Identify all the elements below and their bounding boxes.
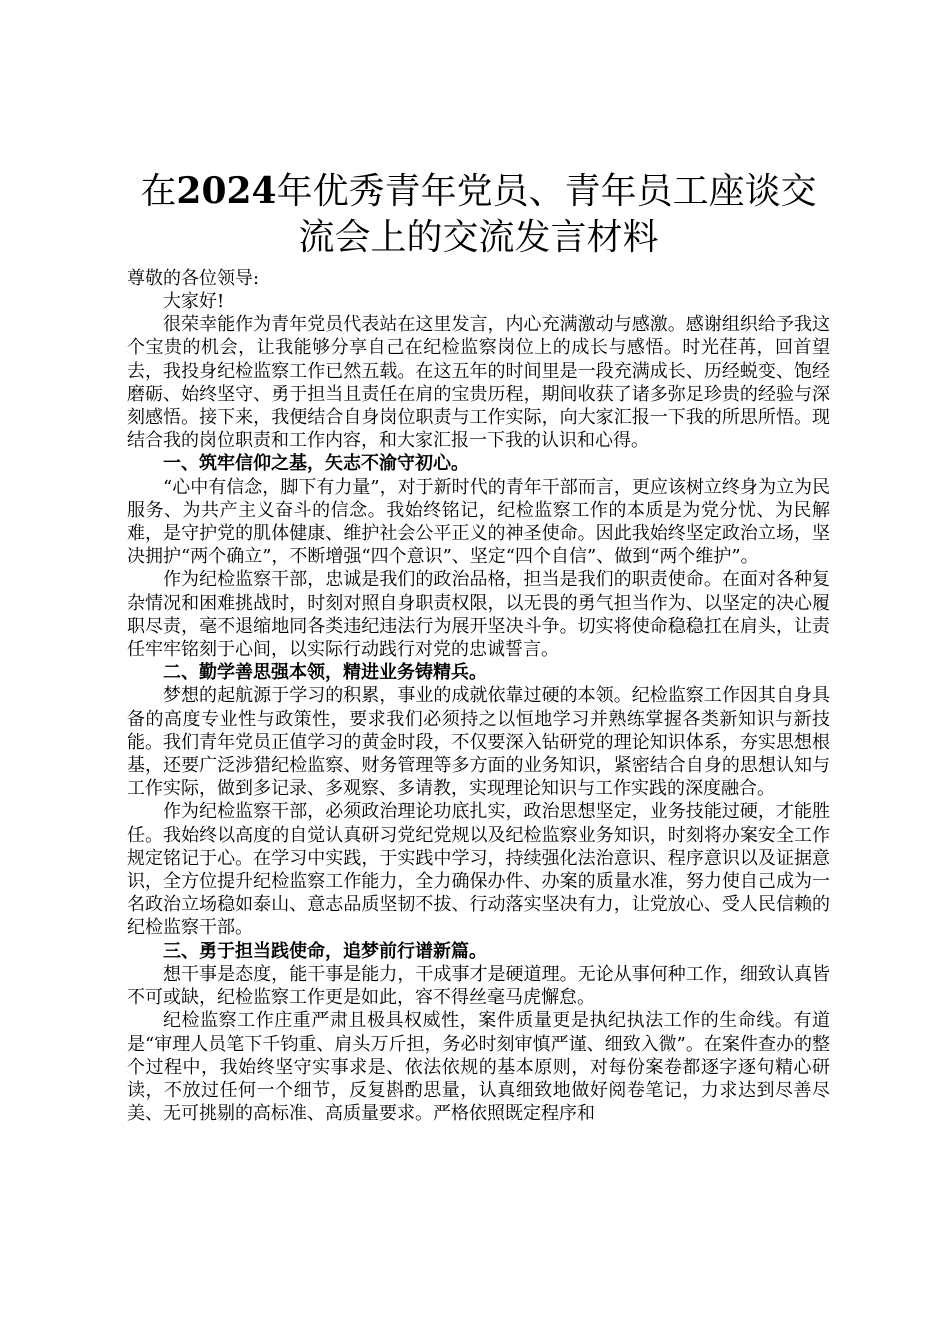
document-page [127,168,830,1125]
section-heading-2: 二、勤学善思强本领，精进业务铸精兵。 [163,662,487,684]
title-part-1: 在 [140,171,177,212]
paragraph-section3-2: 纪检监察工作庄重严肃且极具权威性，案件质量更是执纪执法工作的生命线。有道是“审理人员笔下千钧重、肩头万斤担，务必时刻审慎严谨、细致入微”。在案件查办的整个过程中，我始终坚守实事求是、依法依规的基本原则，对每份案卷都逐字逐句精心研读，不放过任何一个细节，反复斟酌思量，认真细致地做好阅卷笔记，力求达到尽善尽美、无可挑剔的高标准、高质量要求。严格依照既定程序和 [127,1010,830,1125]
title-part-2: 年优秀青年党员、青年员工座谈交流会上的交流发言材料 [276,171,817,258]
paragraph-section1-2: 作为纪检监察干部，忠诚是我们的政治品格，担当是我们的职责使命。在面对各种复杂情况和困难挑战时，时刻对照自身职责权限，以无畏的勇气担当作为、以坚定的决心履职尽责，毫不退缩地同各类违纪违法行为展开坚决斗争。切实将使命稳稳扛在肩头，让责任牢牢铭刻于心间，以实际行动践行对党的忠诚誓言。 [127,569,830,661]
section-heading-3: 三、勇于担当践使命，追梦前行谱新篇。 [163,940,487,962]
section-heading-1: 一、筑牢信仰之基，矢志不渝守初心。 [163,453,469,475]
paragraph-section1-1: “心中有信念，脚下有力量”，对于新时代的青年干部而言，更应该树立终身为立为民服务、为共产主义奋斗的信念。我始终铭记，纪检监察工作的本质是为党分忧、为民解难，是守护党的肌体健康、维护社会公平正义的神圣使命。因此我始终坚定政治立场，坚决拥护“两个确立”，不断增强“四个意识”、坚定“四个自信”、做到“两个维护”。 [127,476,830,568]
paragraph-section3-1: 想干事是态度，能干事是能力，干成事才是硬道理。无论从事何种工作，细致认真皆不可或缺，纪检监察工作更是如此，容不得丝毫马虎懈怠。 [127,963,830,1009]
paragraph-section2-2: 作为纪检监察干部，必须政治理论功底扎实，政治思想坚定，业务技能过硬，才能胜任。我始终以高度的自觉认真研习党纪党规以及纪检监察业务知识，时刻将办案安全工作规定铭记于心。在学习中实践，于实践中学习，持续强化法治意识、程序意识以及证据意识，全方位提升纪检监察工作能力，全力确保办件、办案的质量水准，努力使自己成为一名政治立场稳如泰山、意志品质坚韧不拔、行动落实坚决有力，让党放心、受人民信赖的纪检监察干部。 [127,801,830,939]
paragraph-section2-1: 梦想的起航源于学习的积累，事业的成就依靠过硬的本领。纪检监察工作因其自身具备的高度专业性与政策性，要求我们必须持之以恒地学习并熟练掌握各类新知识与新技能。我们青年党员正值学习的黄金时段，不仅要深入钻研党的理论知识体系，夯实思想根基，还要广泛涉猎纪检监察、财务管理等多方面的业务知识，紧密结合自身的思想认知与工作实际，做到多记录、多观察、多请教，实现理论知识与工作实践的深度融合。 [127,685,830,800]
salutation: 尊敬的各位领导: [127,268,260,289]
document-title [127,168,830,261]
paragraph-intro: 很荣幸能作为青年党员代表站在这里发言，内心充满激动与感激。感谢组织给予我这个宝贵的机会，让我能够分享自己在纪检监察岗位上的成长与感悟。时光荏苒，回首望去，我投身纪检监察工作已然五载。在这五年的时间里是一段充满成长、历经蜕变、饱经磨砺、始终坚守、勇于担当且责任在肩的宝贵历程，期间收获了诸多弥足珍贵的经验与深刻感悟。接下来，我便结合自身岗位职责与工作实际，向大家汇报一下我的所思所悟。现结合我的岗位职责和工作内容，和大家汇报一下我的认识和心得。 [127,314,830,452]
title-year: 2024 [176,170,277,212]
greeting: 大家好! [163,291,225,312]
